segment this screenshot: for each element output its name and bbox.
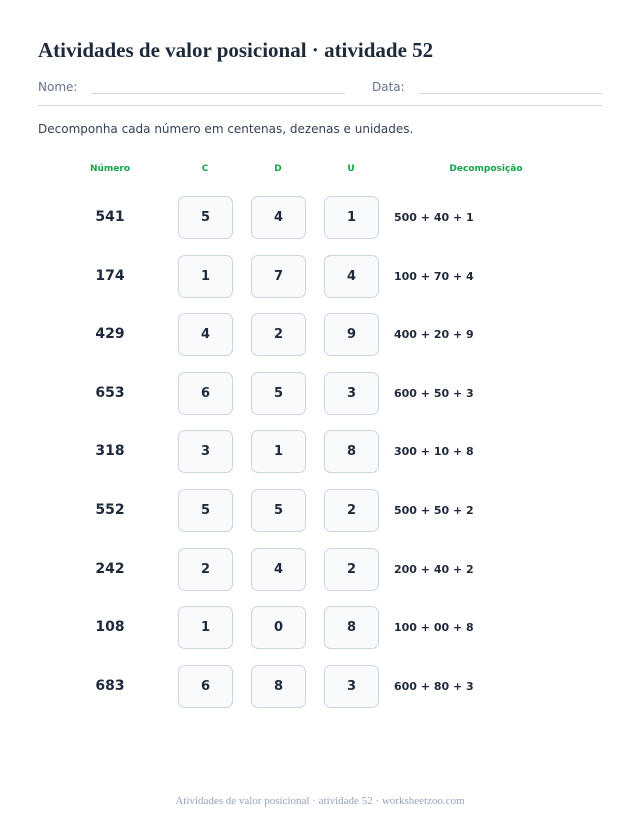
- footer-text: Atividades de valor posicional · atividade 52 · worksheetzoo.com: [175, 795, 465, 807]
- tens-digit-box[interactable]: 0: [251, 606, 306, 649]
- hundreds-digit-box[interactable]: 2: [178, 548, 233, 591]
- table-row: [0, 665, 640, 709]
- decomposition-text: 200 + 40 + 2: [394, 562, 474, 576]
- column-header-decomposition: Decomposição: [449, 164, 523, 174]
- column-header-hundreds: C: [201, 164, 209, 174]
- table-row: [0, 313, 640, 357]
- hundreds-digit-box[interactable]: 1: [178, 606, 233, 649]
- row-number: 242: [95, 560, 125, 577]
- decomposition-text: 500 + 40 + 1: [394, 211, 474, 224]
- decomposition-text: 400 + 20 + 9: [394, 328, 474, 342]
- units-digit-box[interactable]: 8: [324, 606, 379, 649]
- row-number: 174: [95, 267, 125, 284]
- table-row: [0, 489, 640, 533]
- hundreds-digit-box[interactable]: 4: [178, 313, 233, 356]
- table-row: [0, 196, 640, 240]
- table-row: [0, 606, 640, 650]
- header-divider: [38, 105, 602, 106]
- column-header-units: U: [347, 164, 355, 174]
- tens-digit-box[interactable]: 4: [251, 196, 306, 239]
- tens-digit-box[interactable]: 7: [251, 255, 306, 298]
- tens-digit-box[interactable]: 4: [251, 548, 306, 591]
- decomposition-text: 500 + 50 + 2: [394, 504, 474, 517]
- hundreds-digit-box[interactable]: 5: [178, 196, 233, 239]
- date-line[interactable]: [419, 93, 602, 94]
- decomposition-text: 300 + 10 + 8: [394, 445, 474, 459]
- units-digit-box[interactable]: 3: [324, 372, 379, 415]
- decomposition-text: 100 + 70 + 4: [394, 269, 474, 283]
- tens-digit-box[interactable]: 5: [251, 372, 306, 415]
- decomposition-text: 600 + 80 + 3: [394, 679, 474, 693]
- worksheet-title: Atividades de valor posicional · atividade 52: [38, 38, 434, 62]
- units-digit-box[interactable]: 2: [324, 489, 379, 532]
- table-row: [0, 430, 640, 474]
- decomposition-text: 100 + 00 + 8: [394, 621, 474, 635]
- hundreds-digit-box[interactable]: 1: [178, 255, 233, 298]
- units-digit-box[interactable]: 4: [324, 255, 379, 298]
- row-number: 683: [95, 677, 125, 694]
- name-label: Nome:: [38, 80, 78, 94]
- name-line[interactable]: [92, 93, 345, 94]
- tens-digit-box[interactable]: 5: [251, 489, 306, 532]
- column-header-number: Número: [89, 164, 131, 174]
- hundreds-digit-box[interactable]: 6: [178, 665, 233, 708]
- tens-digit-box[interactable]: 2: [251, 313, 306, 356]
- row-number: 541: [95, 209, 125, 225]
- row-number: 318: [95, 443, 125, 460]
- row-number: 108: [95, 619, 125, 636]
- hundreds-digit-box[interactable]: 3: [178, 430, 233, 473]
- units-digit-box[interactable]: 8: [324, 430, 379, 473]
- column-header-tens: D: [274, 164, 282, 174]
- row-number: 653: [95, 384, 125, 401]
- tens-digit-box[interactable]: 8: [251, 665, 306, 708]
- date-label: Data:: [372, 80, 405, 94]
- hundreds-digit-box[interactable]: 6: [178, 372, 233, 415]
- table-row: [0, 255, 640, 299]
- table-row: [0, 372, 640, 416]
- instruction-text: Decomponha cada número em centenas, dezenas e unidades.: [38, 122, 414, 136]
- decomposition-text: 600 + 50 + 3: [394, 386, 474, 400]
- units-digit-box[interactable]: 9: [324, 313, 379, 356]
- units-digit-box[interactable]: 3: [324, 665, 379, 708]
- units-digit-box[interactable]: 1: [324, 196, 379, 239]
- units-digit-box[interactable]: 2: [324, 548, 379, 591]
- row-number: 552: [95, 502, 125, 518]
- row-number: 429: [95, 326, 125, 343]
- table-row: [0, 548, 640, 592]
- tens-digit-box[interactable]: 1: [251, 430, 306, 473]
- hundreds-digit-box[interactable]: 5: [178, 489, 233, 532]
